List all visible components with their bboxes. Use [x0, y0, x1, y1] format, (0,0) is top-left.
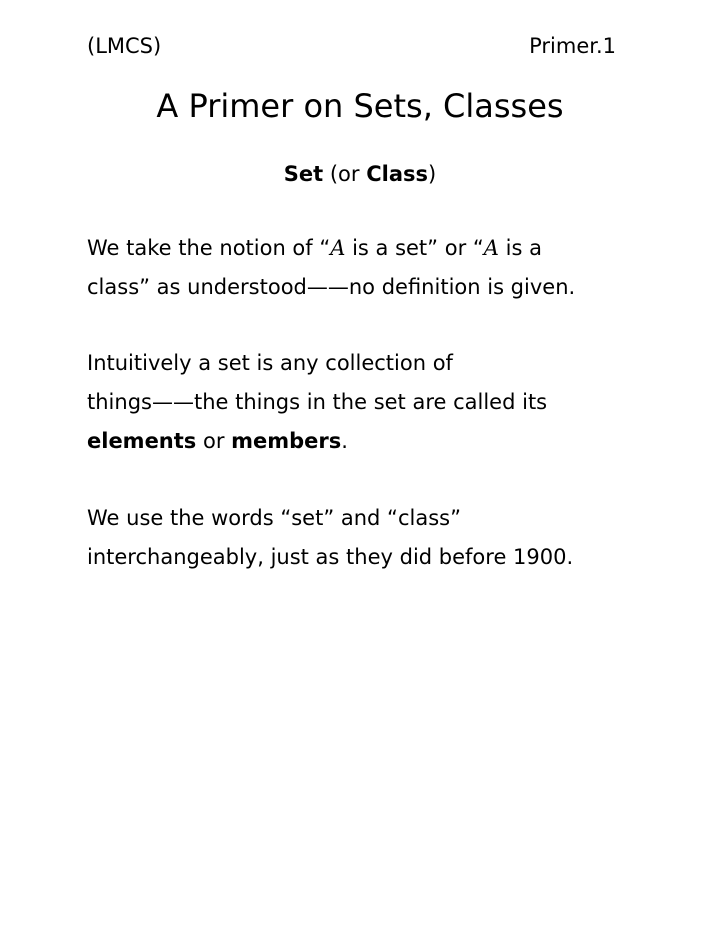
text-run: .: [341, 429, 348, 453]
paragraph-usage: [87, 499, 647, 577]
text-run: is a: [498, 236, 542, 260]
page-number: Primer.1: [529, 34, 616, 58]
paragraph-line: things——the things in the set are called its: [87, 390, 548, 414]
paragraph-line: Intuitively a set is any collection of: [87, 351, 453, 375]
math-variable: A: [483, 236, 499, 260]
paragraph-notion: [87, 229, 647, 307]
paragraph-line: [87, 422, 647, 461]
page-header: [87, 30, 616, 62]
text-run: or: [196, 429, 232, 453]
term-elements: elements: [87, 429, 197, 453]
term-class: Class: [366, 162, 428, 186]
course-label: (LMCS): [87, 34, 162, 58]
page-title: A Primer on Sets, Classes: [156, 87, 564, 125]
math-variable: A: [330, 236, 346, 260]
term-set: Set: [283, 162, 324, 186]
paragraph-line: [87, 229, 647, 268]
section-heading: [0, 156, 720, 192]
subtitle-middle: (or: [323, 162, 367, 186]
paragraph-line: We use the words “set” and “class”: [87, 506, 461, 530]
text-run: We take the notion of “: [87, 236, 331, 260]
paragraph-line: interchangeably, just as they did before 1900.: [87, 545, 574, 569]
text-run: is a set” or “: [345, 236, 484, 260]
paragraph-line: class” as understood——no definition is given.: [87, 275, 576, 299]
term-members: members: [231, 429, 342, 453]
paragraph-intuition: [87, 344, 647, 461]
subtitle-end: ): [428, 162, 437, 186]
